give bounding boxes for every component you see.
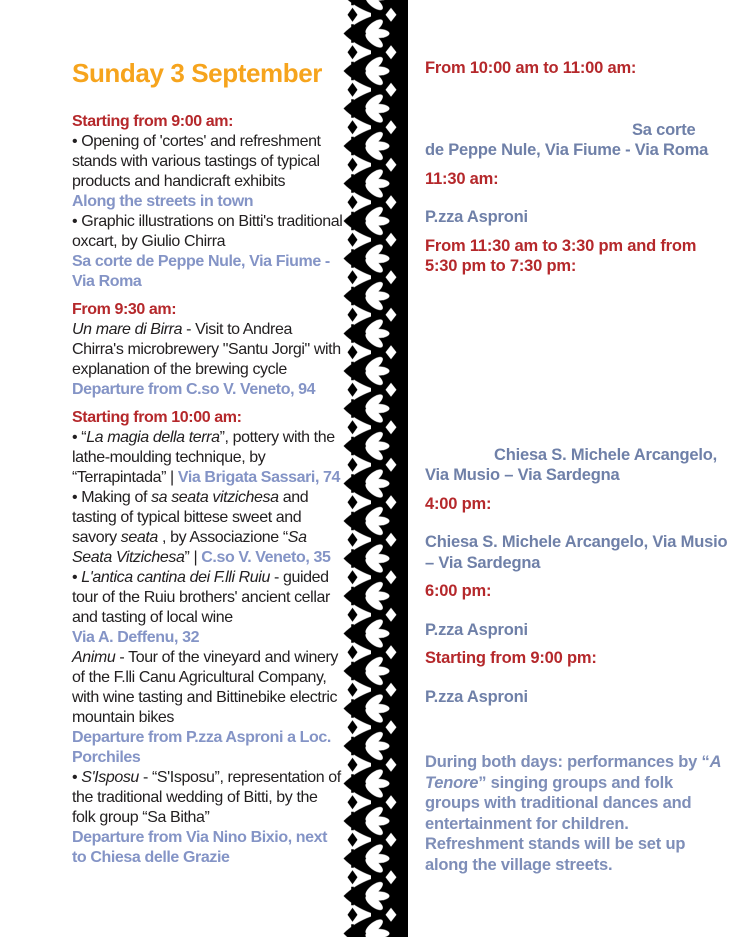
text-line: 6:00 pm: (425, 582, 492, 600)
text-segment: and tasting of typical bittese sweet and savory (72, 489, 309, 546)
text-segment: L'antica cantina dei F.lli Ruiu (81, 569, 270, 586)
text-segment: - guided tour of the Ruiu brothers' ancient cellar and tasting of local wine (72, 569, 330, 626)
schedule-time-heading (425, 169, 727, 190)
text-segment: ”, pottery with the lathe-moulding technique, by “Terrapintada” | (72, 429, 335, 486)
hidden-text-gap (425, 189, 727, 207)
schedule-time-heading (425, 236, 727, 277)
text-line: de Peppe Nule, Via Fiume - Via Roma (425, 141, 709, 159)
schedule-time-heading (425, 648, 727, 669)
text-segment: - “S'Isposu”, representation of the traditional wedding of Bitti, by the folk group “Sa Bitha” (72, 769, 341, 826)
left-column-content (72, 112, 344, 868)
text-line: P.zza Asproni (425, 687, 528, 706)
page-title: Sunday 3 September (72, 58, 322, 88)
text-segment: • Opening of 'cortes' and refreshment stands with various tastings of typical products and handicraft exhibits (72, 133, 321, 190)
ornament-pattern (342, 0, 408, 937)
hidden-text-gap (425, 602, 727, 620)
time-heading: Starting from 10:00 am: (72, 409, 242, 426)
both-days-note (425, 752, 727, 875)
time-heading: From 9:30 am: (72, 301, 177, 318)
text-segment: - Visit to Andrea Chirra's microbrewery "Santu Jorgi" with explanation of the brewing cycle (72, 321, 341, 378)
text-line: 5:30 pm to 7:30 pm: (425, 257, 577, 275)
text-line: 11:30 am: (425, 169, 499, 188)
event-description (72, 212, 344, 252)
schedule-location (425, 532, 727, 573)
hidden-text-gap (425, 707, 727, 752)
right-column (425, 58, 727, 875)
event-location: Via A. Deffenu, 32 (72, 629, 200, 646)
text-line: P.zza Asproni (425, 208, 528, 226)
hidden-text-gap (425, 514, 727, 532)
event-description (72, 428, 344, 488)
schedule-location (425, 620, 727, 641)
text-segment: ” | (184, 549, 202, 566)
ornamental-border (342, 0, 408, 937)
schedule-location (425, 687, 727, 708)
event-location: Departure from C.so V. Veneto, 94 (72, 381, 316, 398)
event-description (72, 132, 344, 192)
text-line: P.zza Asproni (425, 620, 528, 639)
hidden-text-gap (425, 669, 727, 687)
text-segment: • “ (72, 429, 87, 446)
time-heading: Starting from 9:00 am: (72, 113, 234, 130)
left-column (72, 58, 344, 868)
event-description (72, 568, 344, 628)
text-segment: • Making of (72, 489, 152, 506)
text-line: Sa corte (632, 120, 696, 139)
text-line: From 11:30 am to 3:30 pm and from (425, 236, 697, 255)
schedule-time-heading (425, 58, 727, 79)
schedule-time-heading (425, 581, 727, 602)
event-location: Sa corte de Peppe Nule, Via Fiume - Via Roma (72, 253, 330, 290)
event-location: Departure from Via Nino Bixio, next to Chiesa delle Grazie (72, 829, 328, 866)
text-segment: Animu (72, 649, 116, 666)
text-line: Starting from 9:00 pm: (425, 649, 597, 667)
text-segment: During both days: (425, 753, 568, 771)
text-line: Chiesa S. Michele Arcangelo, (494, 445, 718, 464)
schedule-location (425, 445, 727, 486)
text-segment: - Tour of the vineyard and winery of the F.lli Canu Agricultural Company, with wine tasting and Bittinebike electric mountain bikes (72, 649, 339, 726)
text-segment: ” singing groups and folk groups with traditional dances and entertainment for children. Refreshment stands will be set up along the village streets. (425, 773, 692, 874)
text-segment: • (72, 769, 82, 786)
text-segment: seata (120, 529, 158, 546)
text-line: Chiesa S. Michele Arcangelo, Via Musio (425, 533, 728, 551)
event-description (72, 488, 344, 568)
schedule-location (425, 207, 727, 228)
event-location: Along the streets in town (72, 193, 254, 210)
schedule-time-heading (425, 494, 727, 515)
event-description (72, 768, 344, 828)
text-segment: • (72, 569, 82, 586)
text-segment: Un mare di Birra (72, 321, 183, 338)
text-segment: , by Associazione “ (157, 529, 288, 546)
right-column-content (425, 58, 727, 875)
event-description (72, 320, 344, 380)
hidden-text-gap (425, 277, 727, 445)
text-segment: La magia della terra (86, 429, 220, 446)
event-location: Departure from P.zza Asproni a Loc. Porchiles (72, 729, 331, 766)
text-segment: • Graphic illustrations on Bitti's traditional oxcart, by Giulio Chirra (72, 213, 343, 250)
text-segment: C.so V. Veneto, 35 (201, 549, 331, 566)
text-line: 4:00 pm: (425, 494, 492, 513)
text-segment: sa seata vitzichesa (151, 489, 279, 506)
text-segment: S'Isposu (81, 769, 139, 786)
text-line: Via Musio – Via Sardegna (425, 466, 620, 484)
text-segment: A Tenore (425, 753, 721, 792)
text-segment: Via Brigata Sassari, 74 (177, 469, 341, 486)
event-description (72, 648, 344, 728)
text-segment: performances by “ (567, 753, 710, 771)
text-segment: Sa Seata Vitzichesa (72, 529, 307, 566)
hidden-text-gap (425, 79, 727, 120)
text-line: – Via Sardegna (425, 553, 541, 572)
text-line: From 10:00 am to 11:00 am: (425, 59, 637, 77)
schedule-location (425, 120, 727, 161)
